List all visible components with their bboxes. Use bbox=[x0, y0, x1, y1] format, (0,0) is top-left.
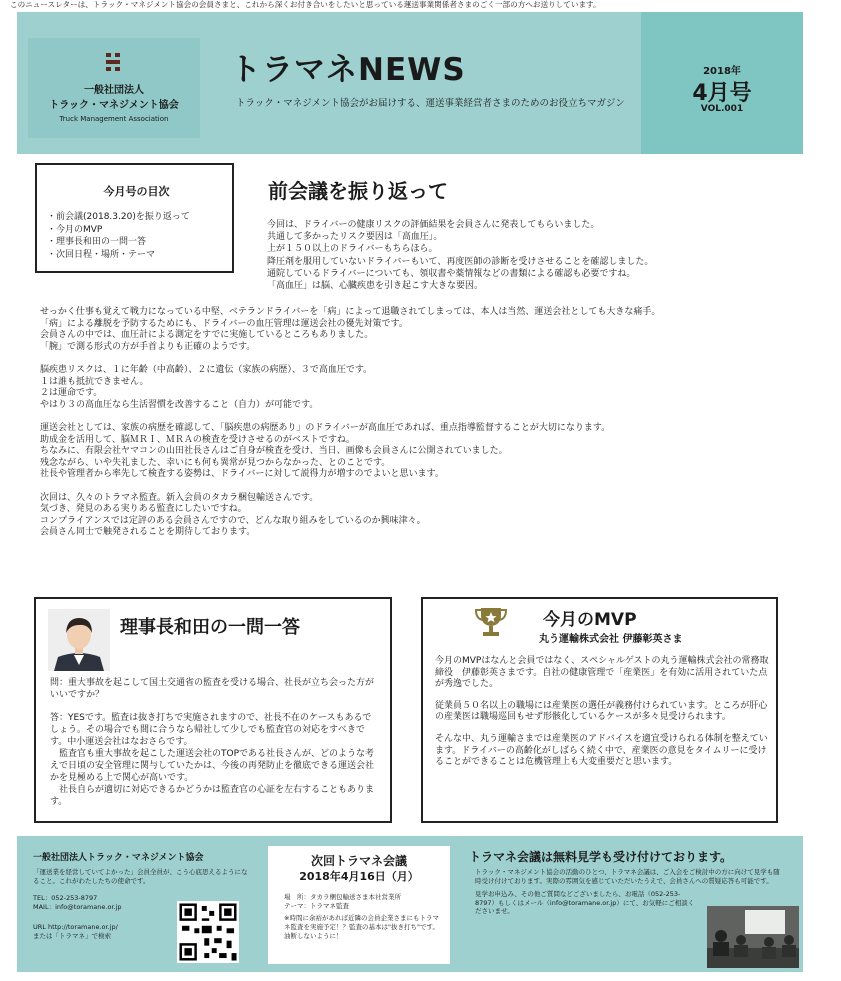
answer-paragraph: 答：YESです。監査は抜き打ちで実施されますので、社長不在のケースもあるでしょう。その場合でも間に合うなら帰社して少しでも監査官の対応をすべきです。中小運送会社はなおさらです。 bbox=[50, 713, 372, 747]
mvp-winner: 丸う運輸株式会社 伊藤彰英さま bbox=[539, 634, 683, 645]
body-line: 残念ながら、いや失礼ました、幸いにも何も異常が見つからなかった、とのことです。 bbox=[40, 457, 391, 468]
body-line: 会員さんの中では、血圧計による測定をすでに実施しているところもありました。 bbox=[40, 330, 374, 341]
body-line: 脳疾患リスクは、１に年齢（中高齢）、２に遺伝（家族の病歴）、３で高血圧です。 bbox=[40, 364, 373, 375]
open-visit-paragraph: 見学お申込み、その他ご質問などございましたら、お電話（052-253-8797）もしくはメール（info@toramane.or.jp）にて、お気軽にご相談くださいませ。 bbox=[475, 890, 695, 916]
mvp-title: 今月のMVP bbox=[543, 610, 637, 630]
table-of-contents bbox=[35, 163, 234, 273]
meeting-photo bbox=[707, 906, 799, 968]
newsletter-subtitle: トラック・マネジメント協会がお届けする、運送事業経営者さまのためのお役立ちマガジン bbox=[236, 98, 625, 109]
body-line: 「腕」で測る形式の方が手首よりも正確のようです。 bbox=[40, 341, 256, 352]
toc-item: ・前会議(2018.3.20)を振り返って bbox=[47, 212, 190, 222]
intro-line: 通院しているドライバーについても、領収書や薬情報などの書類による確認も必要ですね。 bbox=[267, 268, 636, 279]
mvp-paragraph: そんな中、丸う運輸さまでは産業医のアドバイスを適宜受けられる体制を整えています。ドライバーの高齢化がしばらく続く中で、産業医の意見をタイムリーに受けることができることは危機管理上も大変重要だと思います。 bbox=[435, 733, 768, 768]
body-paragraph bbox=[40, 307, 810, 353]
mvp-body bbox=[435, 656, 771, 779]
meeting-theme: テーマ：トラマネ監査 bbox=[284, 902, 349, 910]
mvp-panel bbox=[421, 597, 778, 823]
newsletter-title: トラマネNEWS bbox=[230, 52, 466, 88]
mvp-paragraph: 従業員５０名以上の職場には産業医の選任が義務付けられています。ところが肝心の産業医は職場巡回もせず形骸化しているケースが多々見受けられます。 bbox=[435, 700, 768, 723]
toc-item: ・理事長和田の一問一答 bbox=[47, 237, 147, 247]
issue-box bbox=[641, 12, 803, 154]
toc-item: ・今月のMVP bbox=[47, 224, 103, 235]
qa-panel bbox=[34, 597, 392, 823]
open-visit-title: トラマネ会議は無料見学も受け付けております。 bbox=[469, 850, 733, 864]
review-intro bbox=[267, 219, 807, 292]
body-line: 助成金を活用して、脳ＭＲＩ、ＭＲＡの検査を受けさせるのがベストですね。 bbox=[40, 434, 355, 445]
body-paragraph bbox=[40, 493, 810, 539]
open-visit-paragraph: トラック・マネジメント協会の活動のひとつ、トラマネ会議は、ご入会をご検討中の方に向けて見学も随時受け付けております。実際の雰囲気を感じていただいたうえで、会員さんへの質疑応答も可能です。 bbox=[475, 868, 780, 885]
footer-search: または「トラマネ」で検索 bbox=[33, 932, 111, 940]
body-line: 次回は、久々のトラマネ監査。新入会員のタカラ梱包輸送さんです。 bbox=[40, 492, 319, 503]
logo-mark-icon bbox=[103, 52, 123, 72]
issue-year: 2018年 bbox=[703, 66, 741, 77]
body-line: １は誰も抵抗できません。 bbox=[40, 376, 149, 387]
review-heading: 前会議を振り返って bbox=[268, 179, 448, 203]
footer-org-name: 一般社団法人トラック・マネジメント協会 bbox=[33, 853, 204, 863]
meeting-date: 2018年4月16日（月） bbox=[299, 870, 419, 883]
answer-paragraph: 監査官も重大事故を起こした運送会社のTOPである社長さんが、どのような考えで日頃の安全管理に関与していたかは、今後の再発防止を徹底できる運送会社かを見極める上で関心が高いです。 bbox=[50, 749, 375, 783]
meeting-note: ※時間に余裕があれば近隣の会員企業さまにもトラマネ監査を実施予定！？監査の基本は"抜き打ち"です。油断しないように！ bbox=[284, 914, 439, 940]
body-line: せっかく仕事も覚えて戦力になっている中堅、ベテランドライバーを「病」によって退職されてしまっては、本人は当然、運送会社としても大きな痛手。 bbox=[40, 307, 661, 317]
body-line: ちなみに、有限会社ヤマコンの山田社長さんはご自身が検査を受け、当日、画像も会員さんに公開されていました。 bbox=[40, 446, 508, 457]
toc-title: 今月号の目次 bbox=[103, 185, 170, 198]
toc-item: ・次回日程・場所・テーマ bbox=[47, 249, 156, 260]
intro-line: 今回は、ドライバーの健康リスクの評価結果を会員さんに発表してもらいました。 bbox=[267, 220, 600, 230]
intro-line: 上が１５０以上のドライバーもちらほら。 bbox=[267, 244, 438, 255]
body-line: 運送会社としては、家族の病歴を確認して、「脳疾患の病歴あり」のドライバーが高血圧であれば、重点指導監督することが大切になります。 bbox=[40, 422, 611, 433]
review-body bbox=[40, 307, 810, 550]
intro-line: 降圧剤を服用していないドライバーもいて、再度医師の診断を受けさせることを確認しました。 bbox=[267, 256, 654, 267]
body-line: 「病」による離脱を予防するためにも、ドライバーの血圧管理は運送会社の優先対策です。 bbox=[40, 318, 408, 329]
footer-url[interactable]: URL http://toramane.or.jp/ bbox=[33, 923, 118, 931]
logo-name-line2: トラック・マネジメント協会 bbox=[49, 100, 179, 111]
footer-mission: 「運送業を経営していてよかった」会員全員が、こう心底思えるようになること。これがわたしたちの使命です。 bbox=[33, 868, 248, 885]
logo-name-en: Truck Management Association bbox=[59, 115, 169, 123]
qa-question: 問：重大事故を起こして国土交通省の監査を受ける場合、社長が立ち会った方がいいですか？ bbox=[50, 678, 375, 700]
meeting-details bbox=[284, 893, 444, 911]
next-meeting-box bbox=[268, 846, 450, 964]
footer-mail[interactable]: MAIL：info@toramane.or.jp bbox=[33, 903, 122, 911]
mvp-paragraph: 今月のMVPはなんと会員ではなく、スペシャルゲストの丸う運輸株式会社の常務取締役 伊藤彰英さまです。自社の健康管理で「産業医」を有効に活用されていた点が秀逸でした。 bbox=[435, 656, 769, 690]
meeting-place: 場 所：タカラ梱包輸送さま本社営業所 bbox=[284, 893, 401, 901]
body-line: やはり３の高血圧なら生活習慣を改善すること（自力）が可能です。 bbox=[40, 399, 319, 410]
footer-tel: TEL：052-253-8797 bbox=[33, 894, 98, 902]
body-line: コンプライアンスでは定評のある会員さんですので、どんな取り組みをしているのか興味津々。 bbox=[40, 515, 426, 526]
meeting-title: 次回トラマネ会議 bbox=[310, 854, 407, 868]
intro-line: 「高血圧」は脳、心臓疾患を引き起こす大きな要因。 bbox=[267, 281, 484, 292]
chairman-photo bbox=[48, 609, 110, 671]
trophy-icon bbox=[471, 605, 511, 639]
qa-answer bbox=[50, 712, 380, 808]
issue-month: 4月号 bbox=[692, 81, 752, 106]
body-line: 会員さん同士で触発されることを期待しております。 bbox=[40, 527, 256, 538]
footer bbox=[17, 836, 803, 972]
meeting-scene-icon bbox=[707, 906, 799, 968]
body-line: 気づき、発見のある実りある監査にしたいですね。 bbox=[40, 504, 247, 515]
qr-code-icon[interactable] bbox=[177, 901, 239, 963]
body-line: ２は運命です。 bbox=[40, 388, 103, 399]
notice-line: このニュースレターは、トラック・マネジメント協会の会員さまと、これから深くお付き合いをしたいと思っている運送事業関係者さまのごく一部の方へお送りしています。 bbox=[10, 0, 601, 9]
issue-volume: VOL.001 bbox=[700, 104, 744, 114]
association-logo bbox=[28, 38, 200, 138]
intro-line: 共通して多かったリスク要因は「高血圧」。 bbox=[267, 232, 443, 243]
qa-title: 理事長和田の一問一答 bbox=[120, 617, 300, 638]
body-paragraph bbox=[40, 423, 810, 481]
person-icon bbox=[48, 609, 110, 671]
answer-paragraph: 社長自らが適切に対応できるかどうかは監査官の心証を左右することもあります。 bbox=[50, 785, 375, 807]
body-paragraph bbox=[40, 365, 810, 411]
logo-name-line1: 一般社団法人 bbox=[84, 85, 144, 96]
body-line: 社長や管理者から率先して検査する姿勢は、ドライバーに対して説得力が増すのでよいと思います。 bbox=[40, 469, 444, 480]
